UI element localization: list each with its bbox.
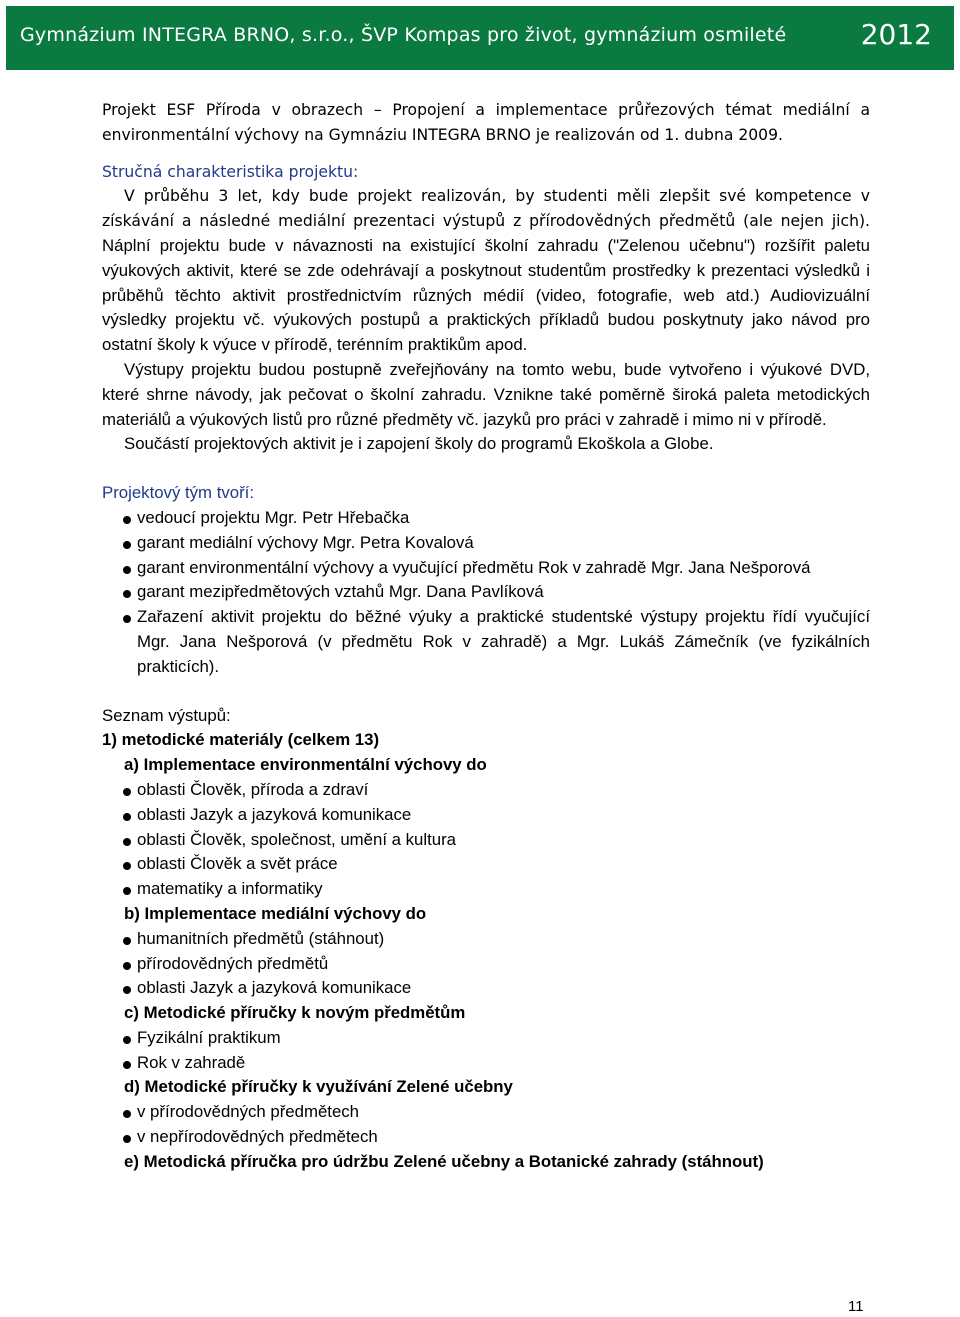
bullet-icon xyxy=(123,516,131,524)
outputs-c-title: c) Metodické příručky k novým předmětům xyxy=(124,1003,466,1023)
list-item: humanitních předmětů (stáhnout) xyxy=(102,927,870,952)
bullet-icon xyxy=(123,838,131,846)
bullet-icon xyxy=(123,590,131,598)
outputs-e-title: e) Metodická příručka pro údržbu Zelené učebny a Botanické zahrady (stáhnout) xyxy=(124,1151,764,1171)
list-item: Fyzikální praktikum xyxy=(102,1026,870,1051)
list-item: garant mezipředmětových vztahů Mgr. Dana Pavlíková xyxy=(102,580,870,605)
team-list xyxy=(102,506,870,680)
bullet-icon xyxy=(123,615,131,623)
outputs-section-1: 1) metodické materiály (celkem 13) xyxy=(102,730,380,750)
bullet-icon xyxy=(123,541,131,549)
list-item: oblasti Jazyk a jazyková komunikace xyxy=(102,976,870,1001)
outputs-b-title: b) Implementace mediální výchovy do xyxy=(124,903,427,923)
bullet-icon xyxy=(123,813,131,821)
characteristics-p1-a: V průběhu 3 let, kdy bude projekt realizován, by studenti měli zlepšit své kompetence v získávání a následné mediální prezentaci výstupů z přírodovědných předmětů (ale nejen jich). xyxy=(102,187,870,231)
bullet-icon xyxy=(123,1061,131,1069)
bullet-icon xyxy=(123,1135,131,1143)
page-number: 11 xyxy=(848,1298,864,1315)
bullet-icon xyxy=(123,566,131,574)
list-item: oblasti Člověk a svět práce xyxy=(102,852,870,877)
characteristics-paragraph-3: Součástí projektových aktivit je i zapojení školy do programů Ekoškola a Globe. xyxy=(124,434,714,454)
list-item: garant environmentální výchovy a vyučující předmětu Rok v zahradě Mgr. Jana Nešporová xyxy=(102,556,870,581)
list-item: matematiky a informatiky xyxy=(102,877,870,902)
outputs-c-list xyxy=(102,1026,870,1076)
bullet-icon xyxy=(123,788,131,796)
list-item: oblasti Člověk, příroda a zdraví xyxy=(102,778,870,803)
list-item: v přírodovědných předmětech xyxy=(102,1100,870,1125)
outputs-d-list xyxy=(102,1100,870,1150)
characteristics-heading: Stručná charakteristika projektu: xyxy=(102,162,359,181)
bullet-icon xyxy=(123,887,131,895)
list-item: v nepřírodovědných předmětech xyxy=(102,1125,870,1150)
bullet-icon xyxy=(123,937,131,945)
bullet-icon xyxy=(123,862,131,870)
team-heading: Projektový tým tvoří: xyxy=(102,483,254,503)
outputs-b-list xyxy=(102,927,870,1001)
outputs-d-title: d) Metodické příručky k využívání Zelené učebny xyxy=(124,1077,513,1097)
intro-paragraph: Projekt ESF Příroda v obrazech – Propojení a implementace průřezových témat mediální a environmentální výchovy na Gymnáziu INTEGRA BRNO je realizován od 1. dubna 2009. xyxy=(102,101,870,144)
header-title: Gymnázium INTEGRA BRNO, s.r.o., ŠVP Kompas pro život, gymnázium osmileté xyxy=(20,24,787,46)
bullet-icon xyxy=(123,1036,131,1044)
outputs-a-title: a) Implementace environmentální výchovy do xyxy=(124,755,487,775)
characteristics-p1-b: Náplní projektu bude v návaznosti na existující školní zahradu ("Zelenou učebnu") rozšířit paletu výukových aktivit, které se zde odehrávají a poskytnout studentům prostředky k prezentaci výsledků i průběhů těchto aktivit prostřednictvím různých médií (video, fotografie, web atd.) Audiovizuální výsledky projektu vč. výukových postupů a praktických příkladů budou poskytnuty jako návod pro ostatní školy k výuce v přírodě, terénním praktikům apod. xyxy=(102,235,870,355)
document-body xyxy=(102,98,870,1175)
bullet-icon xyxy=(123,986,131,994)
list-item: oblasti Člověk, společnost, umění a kultura xyxy=(102,828,870,853)
list-item: Zařazení aktivit projektu do běžné výuky a praktické studentské výstupy projektu řídí vyučující Mgr. Jana Nešporová (v předmětu Rok v zahradě) a Mgr. Lukáš Zámečník (ve fyzikálních prakticích). xyxy=(102,605,870,679)
list-item: vedoucí projektu Mgr. Petr Hřebačka xyxy=(102,506,870,531)
outputs-heading: Seznam výstupů: xyxy=(102,705,231,725)
bullet-icon xyxy=(123,1110,131,1118)
characteristics-paragraph-1 xyxy=(102,184,870,358)
outputs-a-list xyxy=(102,778,870,902)
list-item: oblasti Jazyk a jazyková komunikace xyxy=(102,803,870,828)
header-year: 2012 xyxy=(860,18,932,51)
list-item: přírodovědných předmětů xyxy=(102,952,870,977)
list-item: garant mediální výchovy Mgr. Petra Kovalová xyxy=(102,531,870,556)
page-header xyxy=(6,6,954,70)
bullet-icon xyxy=(123,962,131,970)
list-item: Rok v zahradě xyxy=(102,1051,870,1076)
characteristics-paragraph-2: Výstupy projektu budou postupně zveřejňovány na tomto webu, bude vytvořeno i výukové DVD, které shrne návody, jak pečovat o školní zahradu. Vznikne také poměrně široká paleta metodických materiálů a výukových listů pro různé předměty vč. jazyků pro práci v zahradě i mimo ni v přírodě. xyxy=(102,359,870,429)
